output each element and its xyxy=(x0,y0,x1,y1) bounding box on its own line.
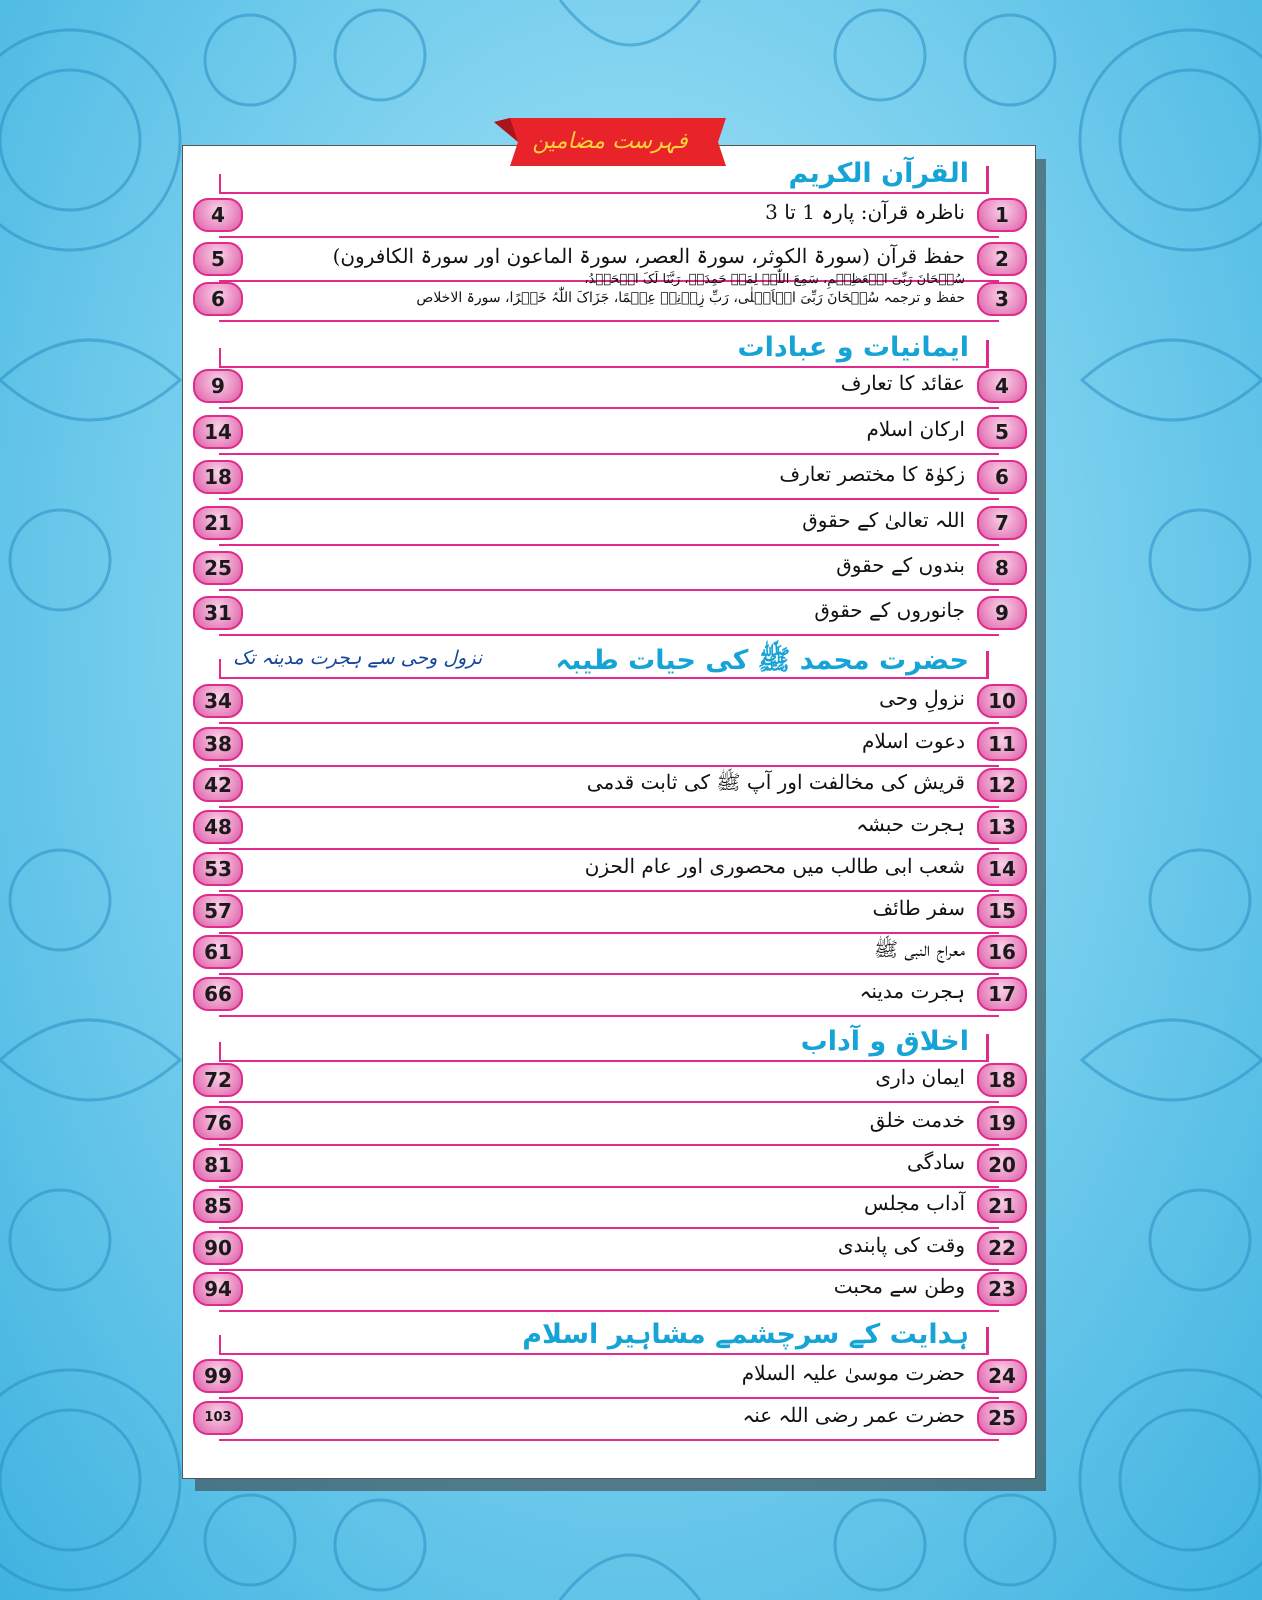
lesson-number-badge: 13 xyxy=(977,810,1027,844)
page-number-badge: 4 xyxy=(193,198,243,232)
page-number-badge: 72 xyxy=(193,1063,243,1097)
toc-entry[interactable] xyxy=(183,506,1035,542)
page-number-badge: 31 xyxy=(193,596,243,630)
toc-entry[interactable] xyxy=(183,684,1035,720)
lesson-number-badge: 20 xyxy=(977,1148,1027,1182)
toc-entry[interactable] xyxy=(183,272,1035,318)
lesson-number-badge: 8 xyxy=(977,551,1027,585)
toc-entry[interactable] xyxy=(183,852,1035,888)
lesson-number-badge: 25 xyxy=(977,1401,1027,1435)
lesson-number-badge: 7 xyxy=(977,506,1027,540)
toc-entry[interactable] xyxy=(183,1401,1035,1437)
toc-entry[interactable] xyxy=(183,1231,1035,1267)
row-divider xyxy=(219,453,999,455)
lesson-number-badge: 5 xyxy=(977,415,1027,449)
page-number-badge: 85 xyxy=(193,1189,243,1223)
row-divider xyxy=(219,1269,999,1271)
row-divider xyxy=(219,806,999,808)
lesson-number-badge: 17 xyxy=(977,977,1027,1011)
section-title: القرآن الکریم xyxy=(788,158,969,189)
section-rule-end xyxy=(986,340,989,368)
lesson-title: سفر طائف xyxy=(872,896,965,920)
row-divider xyxy=(219,1101,999,1103)
lesson-title: حفظ و ترجمہ سُبۡحَانَ رَبِّیَ الۡاَعۡلٰی، رَبِّ زِدۡنِیۡ عِلۡمًا، جَزَاکَ اللّٰہُ خَیۡرًا، سورۃ الاخلاص xyxy=(416,290,965,306)
toc-entry[interactable] xyxy=(183,369,1035,405)
section-rule-end xyxy=(986,166,989,194)
lesson-number-badge: 21 xyxy=(977,1189,1027,1223)
page-number-badge: 57 xyxy=(193,894,243,928)
lesson-title: وطن سے محبت xyxy=(833,1274,965,1298)
toc-entry[interactable] xyxy=(183,596,1035,632)
lesson-title: سادگی xyxy=(907,1150,965,1174)
lesson-number-badge: 24 xyxy=(977,1359,1027,1393)
lesson-title: ارکان اسلام xyxy=(866,417,965,441)
row-divider xyxy=(219,320,999,322)
row-divider xyxy=(219,722,999,724)
toc-entry[interactable] xyxy=(183,727,1035,763)
section-title: ایمانیات و عبادات xyxy=(737,332,969,363)
page-number-badge: 61 xyxy=(193,935,243,969)
lesson-number-badge: 16 xyxy=(977,935,1027,969)
page-number-badge: 21 xyxy=(193,506,243,540)
page-number-badge: 14 xyxy=(193,415,243,449)
lesson-number-badge: 6 xyxy=(977,460,1027,494)
lesson-number-badge: 12 xyxy=(977,768,1027,802)
contents-card xyxy=(182,145,1036,1479)
lesson-title: حضرت عمر رضی اللہ عنہ xyxy=(742,1403,965,1427)
row-divider xyxy=(219,1227,999,1229)
page-number-badge: 42 xyxy=(193,768,243,802)
page-number-badge: 48 xyxy=(193,810,243,844)
section-rule-end xyxy=(986,651,989,679)
page-number-badge: 81 xyxy=(193,1148,243,1182)
page-number-badge: 38 xyxy=(193,727,243,761)
lesson-title: ہجرت حبشہ xyxy=(856,812,965,836)
section-rule xyxy=(219,366,989,368)
lesson-title: حضرت موسیٰ علیہ السلام xyxy=(741,1361,965,1385)
page-number-badge: 76 xyxy=(193,1106,243,1140)
lesson-number-badge: 19 xyxy=(977,1106,1027,1140)
row-divider xyxy=(219,973,999,975)
lesson-title: اللہ تعالیٰ کے حقوق xyxy=(802,508,965,532)
row-divider xyxy=(219,1015,999,1017)
lesson-number-badge: 1 xyxy=(977,198,1027,232)
section-title: حضرت محمد ﷺ کی حیات طیبہ xyxy=(555,645,969,676)
toc-entry[interactable] xyxy=(183,935,1035,971)
toc-entry[interactable] xyxy=(183,1189,1035,1225)
toc-entry[interactable] xyxy=(183,551,1035,587)
lesson-title: معراج النبی ﷺ xyxy=(873,937,965,961)
toc-entry[interactable] xyxy=(183,415,1035,451)
row-divider xyxy=(219,634,999,636)
lesson-title: نزولِ وحی xyxy=(879,686,965,710)
lesson-number-badge: 10 xyxy=(977,684,1027,718)
lesson-title: شعب ابی طالب میں محصوری اور عام الحزن xyxy=(584,854,965,878)
section-rule-end xyxy=(219,174,221,194)
row-divider xyxy=(219,890,999,892)
lesson-number-badge: 11 xyxy=(977,727,1027,761)
row-divider xyxy=(219,1439,999,1441)
toc-entry[interactable] xyxy=(183,977,1035,1013)
section-title: اخلاق و آداب xyxy=(800,1026,969,1057)
page-number-badge: 34 xyxy=(193,684,243,718)
lesson-title: وقت کی پابندی xyxy=(837,1233,965,1257)
toc-entry[interactable] xyxy=(183,198,1035,234)
lesson-number-badge: 23 xyxy=(977,1272,1027,1306)
toc-entry[interactable] xyxy=(183,1148,1035,1184)
page-number-badge: 94 xyxy=(193,1272,243,1306)
toc-entry[interactable] xyxy=(183,1063,1035,1099)
section-rule-end xyxy=(219,1042,221,1062)
toc-entry[interactable] xyxy=(183,1359,1035,1395)
lesson-title: خدمت خلق xyxy=(869,1108,965,1132)
row-divider xyxy=(219,544,999,546)
section-subtitle: نزول وحی سے ہجرت مدینہ تک xyxy=(233,647,483,669)
page-title: فہرست مضامین xyxy=(532,129,688,154)
page-number-badge: 53 xyxy=(193,852,243,886)
toc-entry[interactable] xyxy=(183,1106,1035,1142)
lesson-number-badge: 4 xyxy=(977,369,1027,403)
toc-entry[interactable] xyxy=(183,810,1035,846)
section-rule-end xyxy=(219,1335,221,1355)
section-rule-end xyxy=(219,659,221,679)
section-rule xyxy=(219,1060,989,1062)
page-number-badge: 25 xyxy=(193,551,243,585)
lesson-number-badge: 15 xyxy=(977,894,1027,928)
lesson-title: عقائد کا تعارف xyxy=(840,371,965,395)
section-rule xyxy=(219,677,989,679)
lesson-number-badge: 18 xyxy=(977,1063,1027,1097)
row-divider xyxy=(219,765,999,767)
lesson-title: حفظ قرآن (سورۃ الکوثر، سورۃ العصر، سورۃ الماعون اور سورۃ الکافرون) xyxy=(332,244,965,268)
toc-entry[interactable] xyxy=(183,460,1035,496)
lesson-title: ہجرت مدینہ xyxy=(859,979,965,1003)
row-divider xyxy=(219,236,999,238)
lesson-title: بندوں کے حقوق xyxy=(836,553,965,577)
lesson-number-badge: 2 xyxy=(977,242,1027,276)
row-divider xyxy=(219,589,999,591)
lesson-title: جانوروں کے حقوق xyxy=(814,598,965,622)
toc-entry[interactable] xyxy=(183,894,1035,930)
page-number-badge: 9 xyxy=(193,369,243,403)
page-number-badge: 66 xyxy=(193,977,243,1011)
row-divider xyxy=(219,407,999,409)
section-rule-end xyxy=(986,1034,989,1062)
section-rule-end xyxy=(986,1327,989,1355)
lesson-title: آداب مجلس xyxy=(864,1191,965,1215)
toc-entry[interactable] xyxy=(183,768,1035,804)
row-divider xyxy=(219,1144,999,1146)
page-number-badge: 103 xyxy=(193,1401,243,1435)
row-divider xyxy=(219,932,999,934)
lesson-number-badge: 3 xyxy=(977,282,1027,316)
toc-entry[interactable] xyxy=(183,1272,1035,1308)
lesson-title: دعوت اسلام xyxy=(862,729,965,753)
page-number-badge: 18 xyxy=(193,460,243,494)
section-rule xyxy=(219,192,989,194)
section-rule xyxy=(219,1353,989,1355)
lesson-title: ناظرہ قرآن: پارہ 1 تا 3 xyxy=(765,200,965,224)
row-divider xyxy=(219,498,999,500)
lesson-title: زکوٰۃ کا مختصر تعارف xyxy=(779,462,965,486)
page-number-badge: 90 xyxy=(193,1231,243,1265)
page-number-badge: 6 xyxy=(193,282,243,316)
page-number-badge: 99 xyxy=(193,1359,243,1393)
section-title: ہدایت کے سرچشمے مشاہیر اسلام xyxy=(522,1319,969,1350)
row-divider xyxy=(219,1186,999,1188)
row-divider xyxy=(219,1310,999,1312)
page-number-badge: 5 xyxy=(193,242,243,276)
row-divider xyxy=(219,1397,999,1399)
lesson-title: ایمان داری xyxy=(875,1065,965,1089)
lesson-number-badge: 14 xyxy=(977,852,1027,886)
lesson-number-badge: 9 xyxy=(977,596,1027,630)
lesson-number-badge: 22 xyxy=(977,1231,1027,1265)
section-rule-end xyxy=(219,348,221,368)
lesson-title: قریش کی مخالفت اور آپ ﷺ کی ثابت قدمی xyxy=(586,770,965,794)
lesson-title-line1: سُبۡحَانَ رَبِّیَ الۡعَظِیۡمِ، سَمِعَ اللّٰہُ لِمَنۡ حَمِدَہٗ، رَبَّنَا لَکَ الۡحَمۡدُ، xyxy=(584,272,965,287)
row-divider xyxy=(219,848,999,850)
